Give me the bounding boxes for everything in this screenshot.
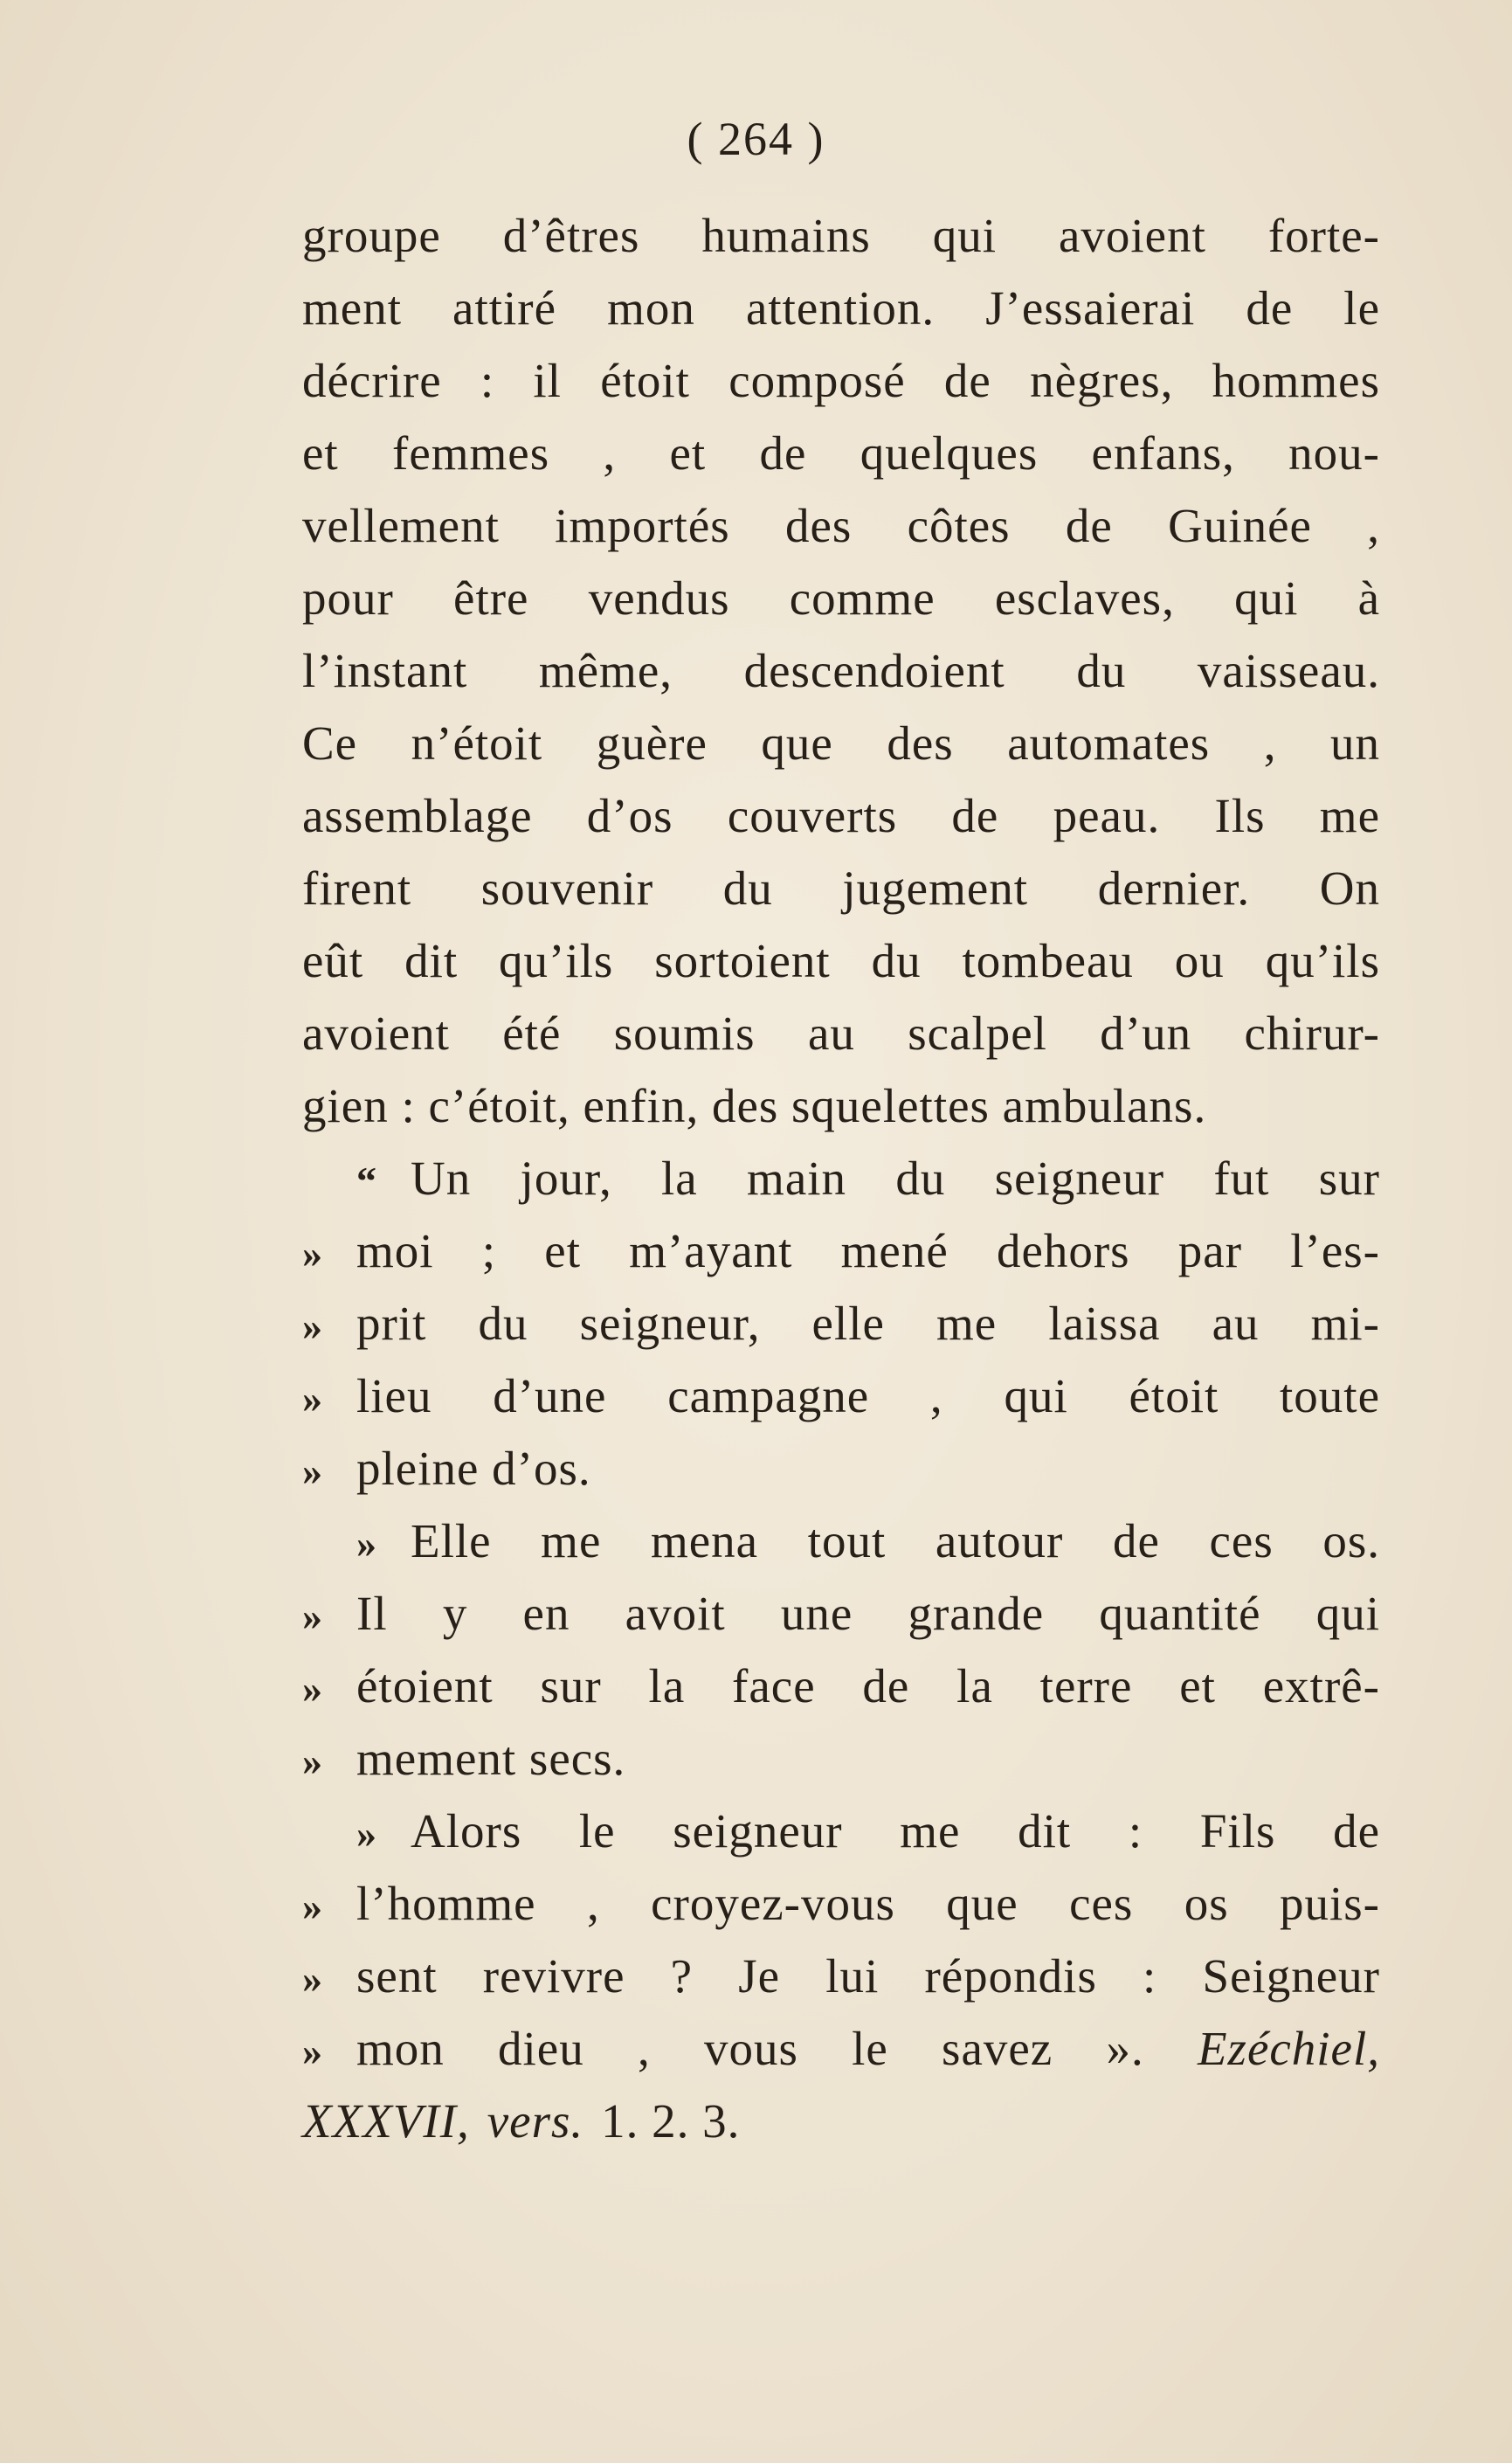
quote-text: lieu d’une campagne , qui étoit toute (356, 1369, 1380, 1422)
quote-text: Un jour, la main du seigneur fut sur (411, 1152, 1380, 1205)
quote-text: prit du seigneur, elle me laissa au mi- (356, 1297, 1380, 1350)
quote-text: Alors le seigneur me dit : Fils de (411, 1804, 1380, 1858)
quote-text: moi ; et m’ayant mené dehors par l’es- (356, 1224, 1380, 1277)
quote-line (302, 1577, 1380, 1650)
body-text (302, 199, 1380, 2157)
quote-text: pleine d’os. (356, 1442, 591, 1495)
text-line: eût dit qu’ils sortoient du tombeau ou qu’ils (302, 934, 1380, 987)
quote-mark: » (302, 1956, 323, 2001)
text-line: gien : c’étoit, enfin, des squelettes ambulans. (302, 1079, 1207, 1132)
verse-label: vers. (487, 2094, 584, 2148)
text-line: pour être vendus comme esclaves, qui à (302, 571, 1380, 625)
quote-line (302, 1795, 1380, 1867)
scripture-book: Ezéchiel, (1197, 2022, 1380, 2075)
text-line: décrire : il étoit composé de nègres, hommes (302, 354, 1380, 407)
quote-line (302, 1142, 1380, 1214)
quote-mark: » (302, 2029, 323, 2073)
quote-line (302, 1432, 1380, 1505)
quote-line (302, 1214, 1380, 1287)
quote-mark: » (302, 1739, 323, 1783)
quote-line (302, 1722, 1380, 1795)
quote-mark: » (302, 1376, 323, 1421)
quote-text: Elle me mena tout autour de ces os. (411, 1514, 1380, 1567)
text-line: groupe d’êtres humains qui avoient forte- (302, 209, 1380, 262)
quote-mark: » (302, 1884, 323, 1928)
quote-mark: » (302, 1666, 323, 1711)
quote-line (302, 1505, 1380, 1577)
text-line: ment attiré mon attention. J’essaierai de le (302, 281, 1380, 335)
verse-numbers: 1. 2. 3. (601, 2094, 741, 2148)
page-header: ( 264 ) (687, 113, 825, 165)
chapter-number: XXXVII, (302, 2094, 470, 2148)
text-line: avoient été soumis au scalpel d’un chirur- (302, 1007, 1380, 1060)
quote-mark: » (356, 1521, 377, 1566)
text-line: et femmes , et de quelques enfans, nou- (302, 426, 1380, 480)
quote-mark: “ (356, 1159, 377, 1203)
text-line: firent souvenir du jugement dernier. On (302, 861, 1380, 915)
quote-text: Il y en avoit une grande quantité qui (356, 1587, 1380, 1640)
quote-line (302, 2012, 1380, 2085)
quote-mark: » (302, 1594, 323, 1638)
quote-text: étoient sur la face de la terre et extrê- (356, 1659, 1380, 1712)
quote-mark: » (302, 1231, 323, 1276)
quote-line (302, 1359, 1380, 1432)
quote-mark: » (356, 1811, 377, 1856)
quote-line (302, 1287, 1380, 1359)
quote-text: l’homme , croyez-vous que ces os puis- (356, 1877, 1380, 1930)
text-line: assemblage d’os couverts de peau. Ils me (302, 789, 1380, 842)
quote-text: sent revivre ? Je lui répondis : Seigneur (356, 1949, 1380, 2003)
quote-line (302, 1940, 1380, 2012)
quote-text: mon dieu , vous le savez ». (356, 2022, 1144, 2075)
quote-text: mement secs. (356, 1732, 626, 1785)
text-line: Ce n’étoit guère que des automates , un (302, 716, 1380, 770)
quote-line (302, 1650, 1380, 1722)
text-line: l’instant même, descendoient du vaisseau. (302, 644, 1380, 697)
quote-line (302, 1867, 1380, 1940)
scripture-reference (302, 2085, 1380, 2157)
quote-mark: » (302, 1449, 323, 1493)
text-line: vellement importés des côtes de Guinée , (302, 499, 1380, 552)
quote-mark: » (302, 1304, 323, 1348)
